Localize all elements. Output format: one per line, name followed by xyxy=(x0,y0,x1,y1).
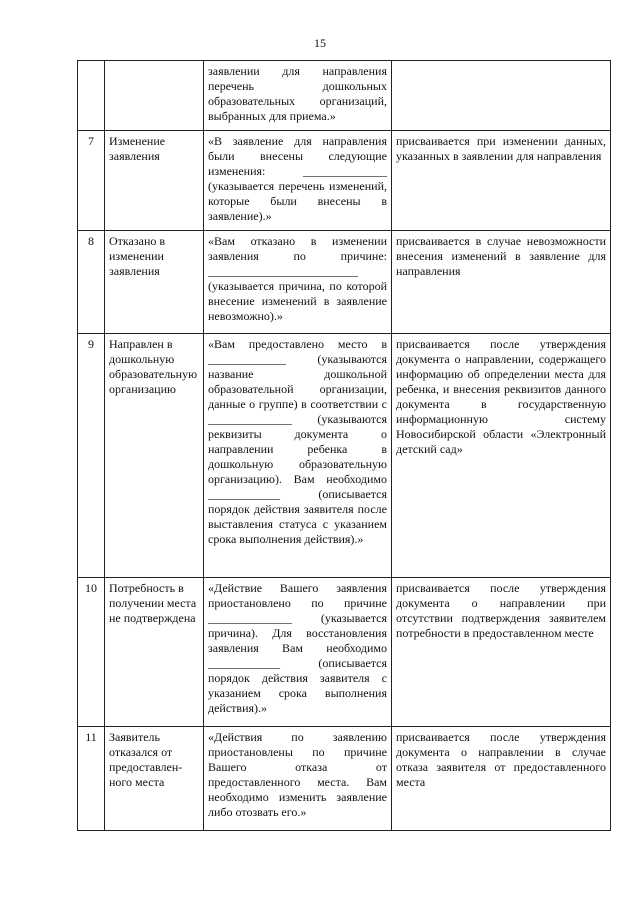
row-number xyxy=(78,61,105,131)
status-condition: присваивается при изменении данных, указанных в заявлении для направления xyxy=(392,131,611,231)
status-name: Изменение заявления xyxy=(105,131,204,231)
status-name: Отказано в изменении заявления xyxy=(105,231,204,334)
row-number: 8 xyxy=(78,231,105,334)
status-message: заявлении для направления перечень дошкольных образовательных организаций, выбранных для приема.» xyxy=(204,61,392,131)
row-number: 11 xyxy=(78,727,105,831)
status-message: «В заявление для направления были внесены следующие изменения: ______________ (указывается перечень изменений, которые были внесены в заявление).» xyxy=(204,131,392,231)
row-number: 9 xyxy=(78,334,105,578)
table-row xyxy=(78,231,611,334)
table-row xyxy=(78,727,611,831)
status-condition: присваивается после утверждения документа о направлении, содержащего информацию об определении места для ребенка, и внесения реквизитов данного документа в государственную информационную систему Новосибирской области «Электронный детский сад» xyxy=(392,334,611,578)
row-number: 10 xyxy=(78,578,105,727)
status-message: «Действие Вашего заявления приостановлено по причине ______________ (указывается причина). Для восстановления заявления Вам необходимо ____________ (описывается порядок действия заявителя с указанием срока выполнения действия).» xyxy=(204,578,392,727)
status-condition: присваивается после утверждения документа о направлении при отсутствии подтверждения заявителем потребности в предоставленном месте xyxy=(392,578,611,727)
status-name: Заявитель отказался от предоставлен-ного места xyxy=(105,727,204,831)
page-number: 15 xyxy=(314,36,326,50)
status-condition xyxy=(392,61,611,131)
status-name: Потребность в получении места не подтверждена xyxy=(105,578,204,727)
table-row xyxy=(78,131,611,231)
row-number: 7 xyxy=(78,131,105,231)
status-message: «Вам предоставлено место в _____________ (указываются название дошкольной образовательной организации, данные о группе) в соответствии с ______________ (указываются реквизиты документа о направлении ребенка в дошкольную образовательную организацию). Вам необходимо ____________ (описывается порядок действия заявителя после выставления статуса с указанием срока выполнения действия).» xyxy=(204,334,392,578)
status-message: «Действия по заявлению приостановлены по причине Вашего отказа от предоставленного места. Вам необходимо изменить заявление либо отозвать его.» xyxy=(204,727,392,831)
status-table xyxy=(77,60,611,831)
table-row xyxy=(78,334,611,578)
table-row xyxy=(78,61,611,131)
status-message: «Вам отказано в изменении заявления по причине: _________________________ (указывается причина, по которой внесение изменений в заявление невозможно).» xyxy=(204,231,392,334)
status-name xyxy=(105,61,204,131)
status-name: Направлен в дошкольную образовательную организацию xyxy=(105,334,204,578)
table-row xyxy=(78,578,611,727)
status-condition: присваивается после утверждения документа о направлении в случае отказа заявителя от предоставленного места xyxy=(392,727,611,831)
status-condition: присваивается в случае невозможности внесения изменений в заявление для направления xyxy=(392,231,611,334)
